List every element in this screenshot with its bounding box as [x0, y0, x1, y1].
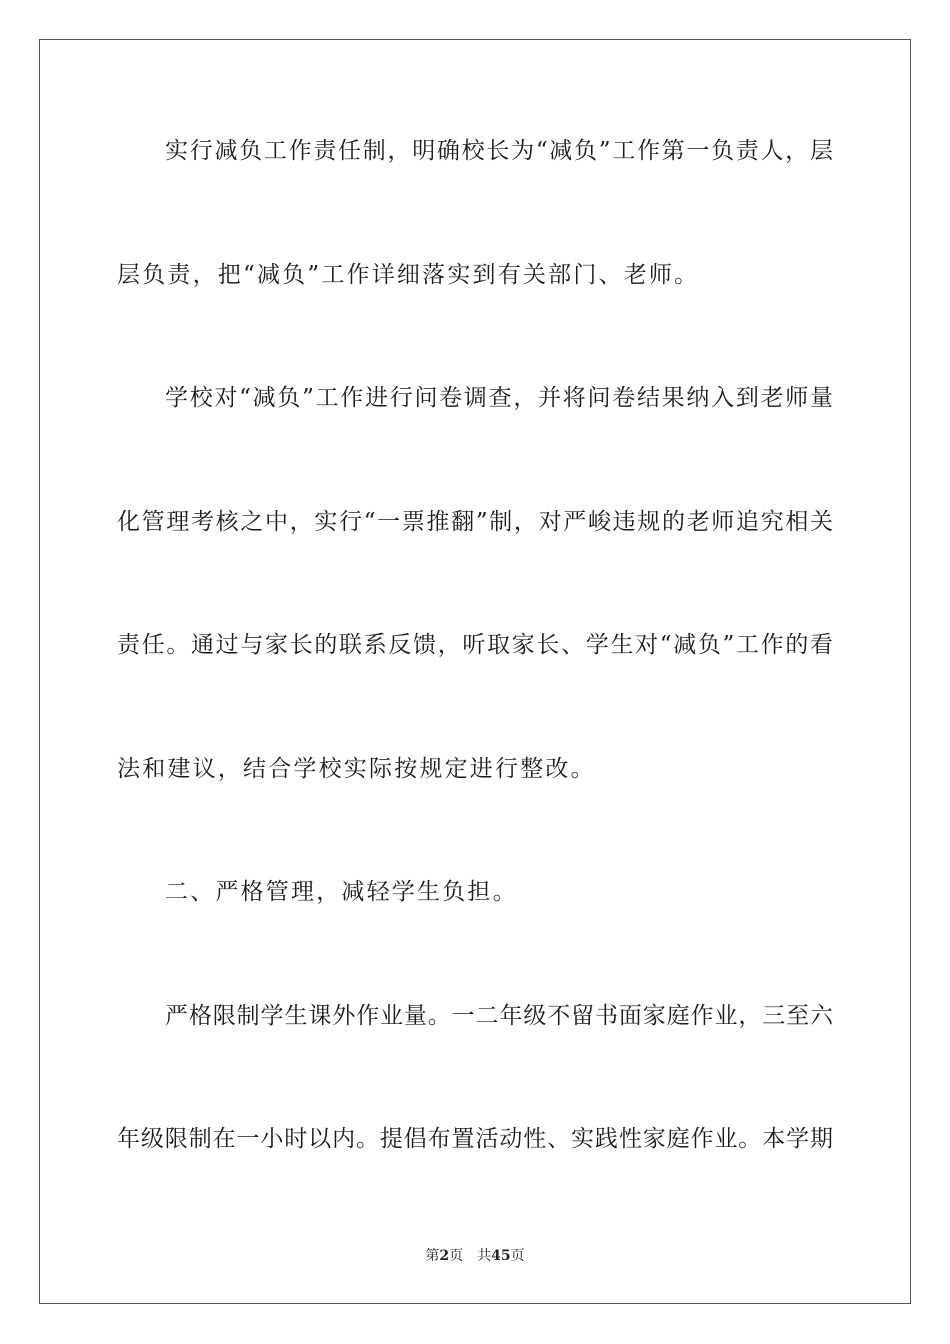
paragraph-line-6: 法和建议，结合学校实际按规定进行整改。	[117, 756, 596, 782]
paragraph-line-1: 实行减负工作责任制，明确校长为“减负”工作第一负责人，层	[165, 138, 833, 164]
page-border	[39, 39, 911, 1304]
footer-total-suffix: 页	[510, 1248, 525, 1264]
footer-total-pages: 45	[491, 1248, 511, 1264]
footer-total-prefix: 共	[477, 1248, 492, 1264]
paragraph-line-3: 学校对“减负”工作进行问卷调查，并将问卷结果纳入到老师量	[165, 385, 833, 411]
paragraph-line-4: 化管理考核之中，实行“一票推翻”制，对严峻违规的老师追究相关	[117, 509, 833, 535]
paragraph-line-9: 年级限制在一小时以内。提倡布置活动性、实践性家庭作业。本学期	[117, 1126, 833, 1152]
section-heading: 二、严格管理，减轻学生负担。	[165, 879, 518, 905]
page-footer	[0, 1247, 950, 1265]
paragraph-line-2: 层负责，把“减负”工作详细落实到有关部门、老师。	[117, 262, 700, 288]
footer-page-number: 2	[439, 1248, 450, 1264]
paragraph-line-5: 责任。通过与家长的联系反馈，听取家长、学生对“减负”工作的看	[117, 632, 833, 658]
footer-page-suffix: 页	[449, 1248, 464, 1264]
paragraph-line-8: 严格限制学生课外作业量。一二年级不留书面家庭作业，三至六	[165, 1003, 833, 1029]
footer-page-prefix: 第	[425, 1248, 440, 1264]
